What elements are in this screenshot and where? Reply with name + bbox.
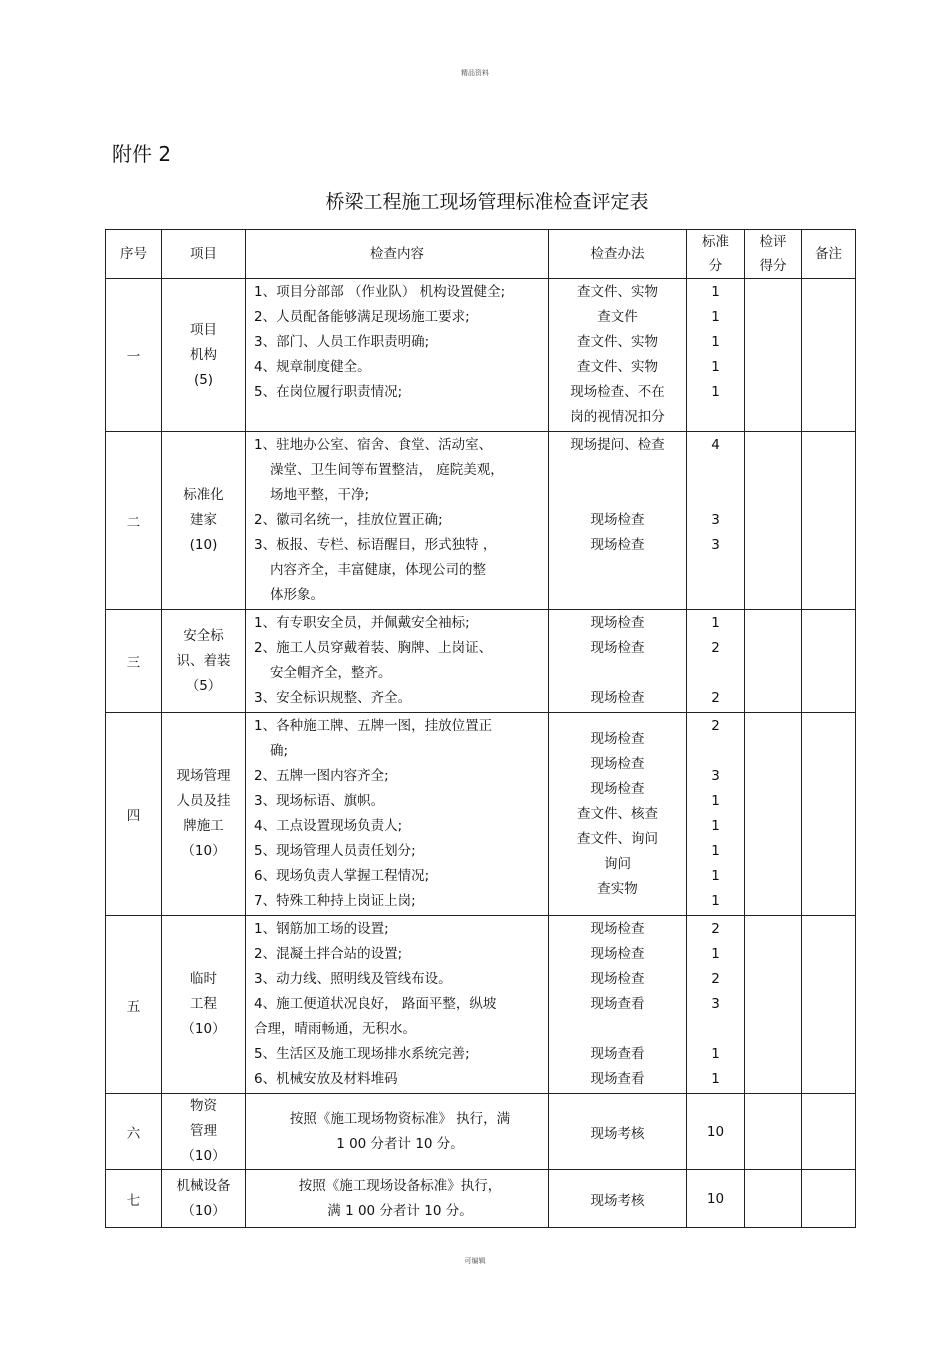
evaluation-table (105, 229, 856, 1228)
content-line: 5、现场管理人员责任划分; (254, 843, 416, 859)
table-row (106, 1170, 856, 1228)
content-line: 3、动力线、照明线及管线布设。 (254, 971, 452, 987)
score-line: 3 (711, 537, 720, 553)
header-content: 检查内容 (246, 230, 549, 279)
item-name-line: 现场管理 (176, 768, 231, 784)
score-line: 3 (711, 768, 720, 784)
row-check-method: 现场考核 (549, 1094, 687, 1170)
table-row (106, 713, 856, 916)
row-item-name (162, 279, 246, 432)
content-line: 按照《施工现场设备标准》执行， (298, 1177, 502, 1194)
header-method: 检查办法 (549, 230, 687, 279)
item-name-line: 工程 (190, 996, 217, 1012)
method-line (549, 558, 686, 583)
row-check-method (549, 713, 687, 916)
header-evaluation-line1: 检评 (759, 234, 787, 250)
score-line (687, 458, 744, 483)
content-line: 内容齐全，丰富健康，体现公司的整 (270, 562, 486, 578)
item-name-line: 临时 (190, 971, 217, 987)
row-check-content (246, 279, 549, 432)
item-name-line: 人员及挂 (176, 793, 231, 809)
score-line (687, 661, 744, 686)
content-line: 3、板报、专栏、标语醒目，形式独特 ， (254, 537, 497, 553)
method-line: 现场查看 (590, 1046, 645, 1062)
item-name-line: (10) (189, 537, 218, 553)
item-name-line: （10） (181, 1202, 226, 1219)
content-line: 按照《施工现场物资标准》 执行，满 (289, 1110, 511, 1127)
method-line: 现场检查 (590, 640, 645, 656)
score-line: 1 (711, 843, 720, 859)
row-check-content (246, 432, 549, 610)
attachment-label: 附件 2 (112, 142, 172, 166)
score-line: 1 (711, 818, 720, 834)
row-check-content (246, 1094, 549, 1170)
method-line: 现场检查 (590, 756, 645, 772)
header-note: 备注 (802, 230, 856, 279)
item-name-line: （10） (181, 1148, 226, 1164)
row-evaluation-score (745, 916, 802, 1094)
score-line: 1 (711, 1071, 720, 1087)
content-line: 1、驻地办公室、宿舍、食堂、活动室、 (254, 437, 493, 453)
method-line: 现场检查 (590, 731, 645, 747)
method-line: 查文件、询问 (577, 831, 658, 847)
method-line: 查文件、核查 (577, 806, 658, 822)
header-note: 精品资料 (461, 69, 489, 77)
item-name-line: 物资 (190, 1098, 217, 1114)
row-evaluation-score (745, 713, 802, 916)
method-line: 现场检查 (590, 921, 645, 937)
content-line: 7、特殊工种持上岗证上岗; (254, 893, 416, 909)
row-evaluation-score (745, 432, 802, 610)
score-line (687, 739, 744, 764)
method-line: 现场检查 (590, 537, 645, 553)
row-seq: 三 (106, 610, 162, 713)
content-line: 合理，晴雨畅通，无积水。 (254, 1021, 416, 1037)
content-line: 满 1 00 分者计 10 分。 (327, 1202, 473, 1219)
score-line: 2 (711, 718, 720, 734)
content-line: 6、机械安放及材料堆码 (254, 1071, 398, 1087)
item-name-line: 机械设备 (176, 1177, 231, 1194)
item-name-line: 建家 (190, 512, 217, 528)
method-line: 现场检查 (590, 690, 645, 706)
content-line: 1、项目分部部 （作业队） 机构设置健全; (254, 284, 506, 300)
row-check-method (549, 432, 687, 610)
row-note (802, 713, 856, 916)
method-line (549, 661, 686, 686)
content-line: 安全帽齐全，整齐。 (270, 665, 392, 681)
item-name-line: 牌施工 (183, 818, 224, 834)
score-line (687, 558, 744, 583)
table-row (106, 610, 856, 713)
method-line: 现场检查 (590, 512, 645, 528)
score-line: 2 (711, 690, 720, 706)
method-line (549, 1017, 686, 1042)
method-line: 现场检查、不在 (570, 384, 665, 400)
item-name-line: 标准化 (183, 487, 224, 503)
method-line: 现场检查 (590, 615, 645, 631)
item-name-line: （10） (181, 1021, 226, 1037)
content-line: 3、现场标语、旗帜。 (254, 793, 385, 809)
row-note (802, 610, 856, 713)
row-seq: 四 (106, 713, 162, 916)
method-line: 查文件 (597, 309, 638, 325)
score-line: 2 (711, 971, 720, 987)
row-note (802, 279, 856, 432)
item-name-line: （5） (185, 677, 222, 694)
row-standard-score (687, 713, 745, 916)
content-line: 4、规章制度健全。 (254, 359, 371, 375)
row-note (802, 1094, 856, 1170)
score-line: 1 (711, 1046, 720, 1062)
score-line: 1 (711, 359, 720, 375)
table-header-row (106, 230, 856, 279)
score-line: 3 (711, 512, 720, 528)
row-check-content (246, 713, 549, 916)
content-line: 2、施工人员穿戴着装、胸牌、上岗证、 (254, 640, 493, 656)
row-standard-score: 10 (687, 1094, 745, 1170)
table-row (106, 432, 856, 610)
row-note (802, 916, 856, 1094)
row-evaluation-score (745, 1170, 802, 1228)
row-check-content (246, 1170, 549, 1228)
row-standard-score (687, 916, 745, 1094)
method-line: 现场检查 (590, 946, 645, 962)
score-line: 1 (711, 893, 720, 909)
score-line: 2 (711, 640, 720, 656)
item-name-line: 识、着装 (176, 652, 231, 669)
row-standard-score (687, 279, 745, 432)
row-item-name (162, 713, 246, 916)
score-line: 1 (711, 309, 720, 325)
method-line (549, 483, 686, 508)
method-line: 现场查看 (590, 996, 645, 1012)
row-seq: 六 (106, 1094, 162, 1170)
item-name-line: 管理 (190, 1123, 217, 1139)
content-line: 1、有专职安全员，并佩戴安全袖标; (254, 615, 470, 631)
content-line: 确; (270, 743, 289, 759)
method-line: 现场提问、检查 (570, 437, 665, 453)
content-line: 场地平整，干净; (270, 487, 370, 503)
header-standard-line1: 标准 (702, 234, 729, 250)
content-line: 1、钢筋加工场的设置; (254, 921, 389, 937)
score-line: 1 (711, 384, 720, 400)
method-line (549, 458, 686, 483)
header-evaluation-line2: 得分 (759, 258, 787, 274)
content-line: 澡堂、卫生间等布置整洁， 庭院美观， (270, 462, 504, 478)
row-note (802, 432, 856, 610)
score-line (687, 583, 744, 608)
method-line: 查文件、实物 (577, 284, 658, 300)
score-line: 1 (711, 946, 720, 962)
row-seq: 七 (106, 1170, 162, 1228)
row-standard-score (687, 610, 745, 713)
row-item-name (162, 432, 246, 610)
table-row (106, 279, 856, 432)
row-check-method (549, 916, 687, 1094)
score-line: 2 (711, 921, 720, 937)
content-line: 4、施工便道状况良好， 路面平整，纵坡 (254, 996, 497, 1012)
row-seq: 二 (106, 432, 162, 610)
row-evaluation-score (745, 279, 802, 432)
score-line: 1 (711, 334, 720, 350)
method-line: 现场检查 (590, 781, 645, 797)
header-standard-line2: 分 (708, 258, 723, 274)
content-line: 2、五牌一图内容齐全; (254, 768, 389, 784)
content-line: 2、混凝土拌合站的设置; (254, 946, 403, 962)
table-row (106, 1094, 856, 1170)
content-line: 3、部门、人员工作职责明确; (254, 334, 430, 350)
row-evaluation-score (745, 610, 802, 713)
row-item-name (162, 1094, 246, 1170)
row-seq: 五 (106, 916, 162, 1094)
score-line: 4 (711, 437, 720, 453)
score-line: 3 (711, 996, 720, 1012)
item-name-line: 项目 (190, 321, 217, 338)
score-line (687, 405, 744, 430)
method-line: 岗的视情况扣分 (570, 409, 665, 425)
document-title: 桥梁工程施工现场管理标准检查评定表 (325, 191, 649, 213)
content-line: 2、徽司名统一，挂放位置正确; (254, 512, 443, 528)
content-line: 2、人员配备能够满足现场施工要求; (254, 309, 470, 325)
content-line: 5、生活区及施工现场排水系统完善; (254, 1046, 470, 1062)
row-note (802, 1170, 856, 1228)
content-line: 1 00 分者计 10 分。 (336, 1135, 464, 1152)
method-line (549, 583, 686, 608)
content-line (246, 405, 548, 430)
score-line (687, 1017, 744, 1042)
method-line: 询问 (604, 856, 631, 872)
score-line: 1 (711, 615, 720, 631)
header-seq: 序号 (106, 230, 162, 279)
row-item-name (162, 916, 246, 1094)
row-check-content (246, 916, 549, 1094)
score-line: 1 (711, 868, 720, 884)
content-line: 3、安全标识规整、齐全。 (254, 690, 412, 706)
score-line: 1 (711, 284, 720, 300)
footer-note: 可编辑 (464, 1257, 486, 1265)
item-name-line: （10） (181, 843, 226, 859)
row-item-name (162, 1170, 246, 1228)
header-evaluation-score (745, 230, 802, 279)
content-line: 1、各种施工牌、五牌一图，挂放位置正 (254, 718, 493, 734)
content-line: 体形象。 (270, 587, 324, 603)
content-line: 6、现场负责人掌握工程情况; (254, 868, 430, 884)
table-row (106, 916, 856, 1094)
row-check-method (549, 279, 687, 432)
row-item-name (162, 610, 246, 713)
row-check-method (549, 610, 687, 713)
item-name-line: 机构 (190, 346, 217, 363)
method-line: 查实物 (597, 881, 638, 897)
table-body (106, 279, 856, 1228)
method-line: 查文件、实物 (577, 334, 658, 350)
score-line (687, 483, 744, 508)
row-seq: 一 (106, 279, 162, 432)
method-line: 查文件、实物 (577, 359, 658, 375)
item-name-line: (5) (193, 371, 214, 388)
method-line: 现场检查 (590, 971, 645, 987)
header-standard-score (687, 230, 745, 279)
row-evaluation-score (745, 1094, 802, 1170)
content-line: 4、工点设置现场负责人; (254, 818, 403, 834)
row-standard-score (687, 432, 745, 610)
row-check-content (246, 610, 549, 713)
score-line: 1 (711, 793, 720, 809)
content-line: 5、在岗位履行职责情况; (254, 384, 403, 400)
row-check-method: 现场考核 (549, 1170, 687, 1228)
header-item: 项目 (162, 230, 246, 279)
item-name-line: 安全标 (183, 627, 224, 644)
method-line: 现场查看 (590, 1071, 645, 1087)
row-standard-score: 10 (687, 1170, 745, 1228)
